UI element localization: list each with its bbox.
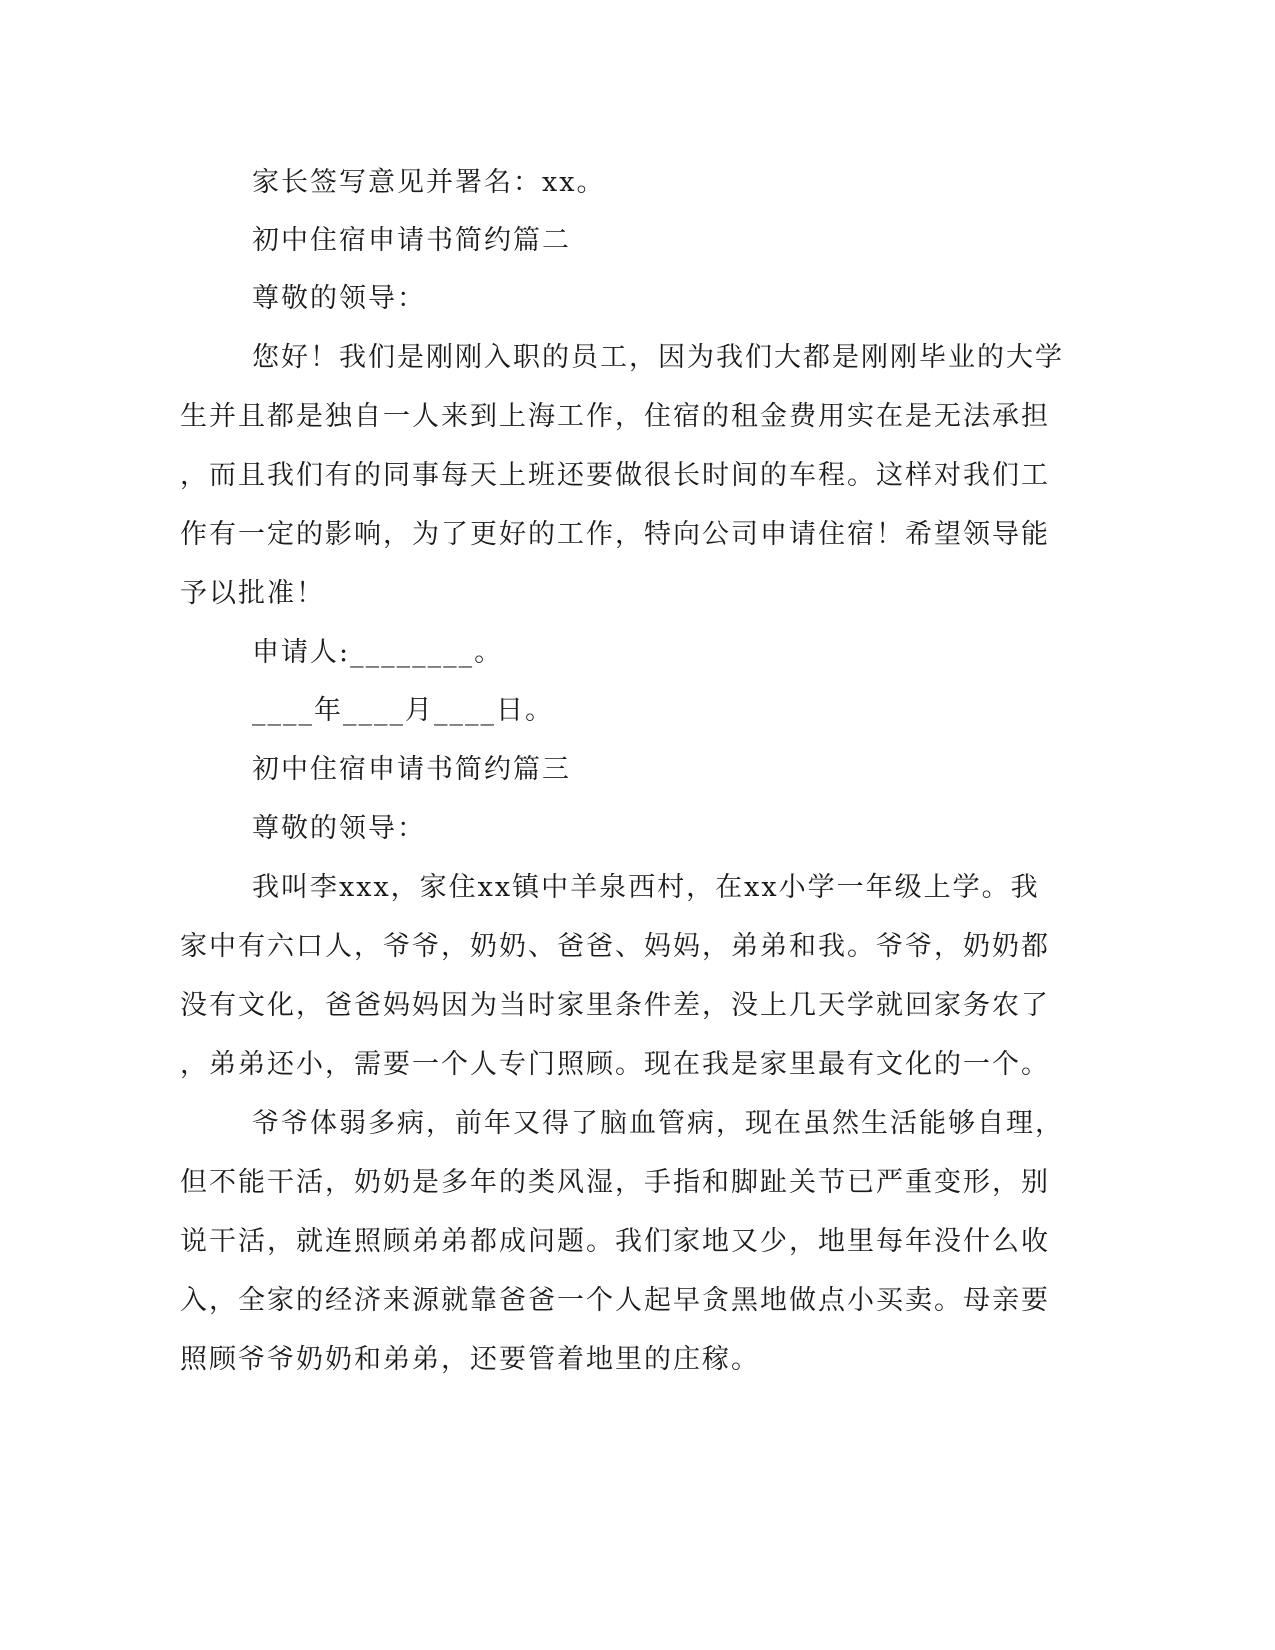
paragraph-line: ，弟弟还小，需要一个人专门照顾。现在我是家里最有文化的一个。	[180, 1049, 1050, 1080]
paragraph-line: 我叫李xxx，家住xx镇中羊泉西村，在xx小学一年级上学。我	[252, 872, 1040, 903]
paragraph-line: 但不能干活，奶奶是多年的类风湿，手指和脚趾关节已严重变形，别	[180, 1167, 1050, 1198]
paragraph-line: 没有文化，爸爸妈妈因为当时家里条件差，没上几天学就回家务农了	[180, 990, 1050, 1021]
section-title-3: 初中住宿申请书简约篇三	[252, 754, 571, 785]
paragraph-line: 照顾爷爷奶奶和弟弟，还要管着地里的庄稼。	[180, 1344, 760, 1375]
paragraph-line: 爷爷体弱多病，前年又得了脑血管病，现在虽然生活能够自理，	[252, 1108, 1064, 1139]
section-title-2: 初中住宿申请书简约篇二	[252, 225, 571, 256]
date-line: ____年____月____日。	[252, 695, 554, 726]
applicant-line: 申请人:________。	[252, 637, 504, 668]
paragraph-line: 予以批准！	[180, 578, 325, 609]
paragraph-line: 说干活，就连照顾弟弟都成问题。我们家地又少，地里每年没什么收	[180, 1226, 1050, 1257]
paragraph-line: 家中有六口人，爷爷，奶奶、爸爸、妈妈，弟弟和我。爷爷，奶奶都	[180, 931, 1050, 962]
paragraph-line: 入，全家的经济来源就靠爸爸一个人起早贪黑地做点小买卖。母亲要	[180, 1285, 1050, 1316]
paragraph-line: 作有一定的影响，为了更好的工作，特向公司申请住宿！希望领导能	[180, 519, 1050, 550]
parent-signature-line: 家长签写意见并署名：xx。	[252, 167, 606, 198]
paragraph-line: 生并且都是独自一人来到上海工作，住宿的租金费用实在是无法承担	[180, 401, 1050, 432]
paragraph-line: ，而且我们有的同事每天上班还要做很长时间的车程。这样对我们工	[180, 460, 1050, 491]
salutation: 尊敬的领导：	[252, 813, 426, 844]
salutation: 尊敬的领导：	[252, 283, 426, 314]
paragraph-line: 您好！我们是刚刚入职的员工，因为我们大都是刚刚毕业的大学	[252, 342, 1064, 373]
